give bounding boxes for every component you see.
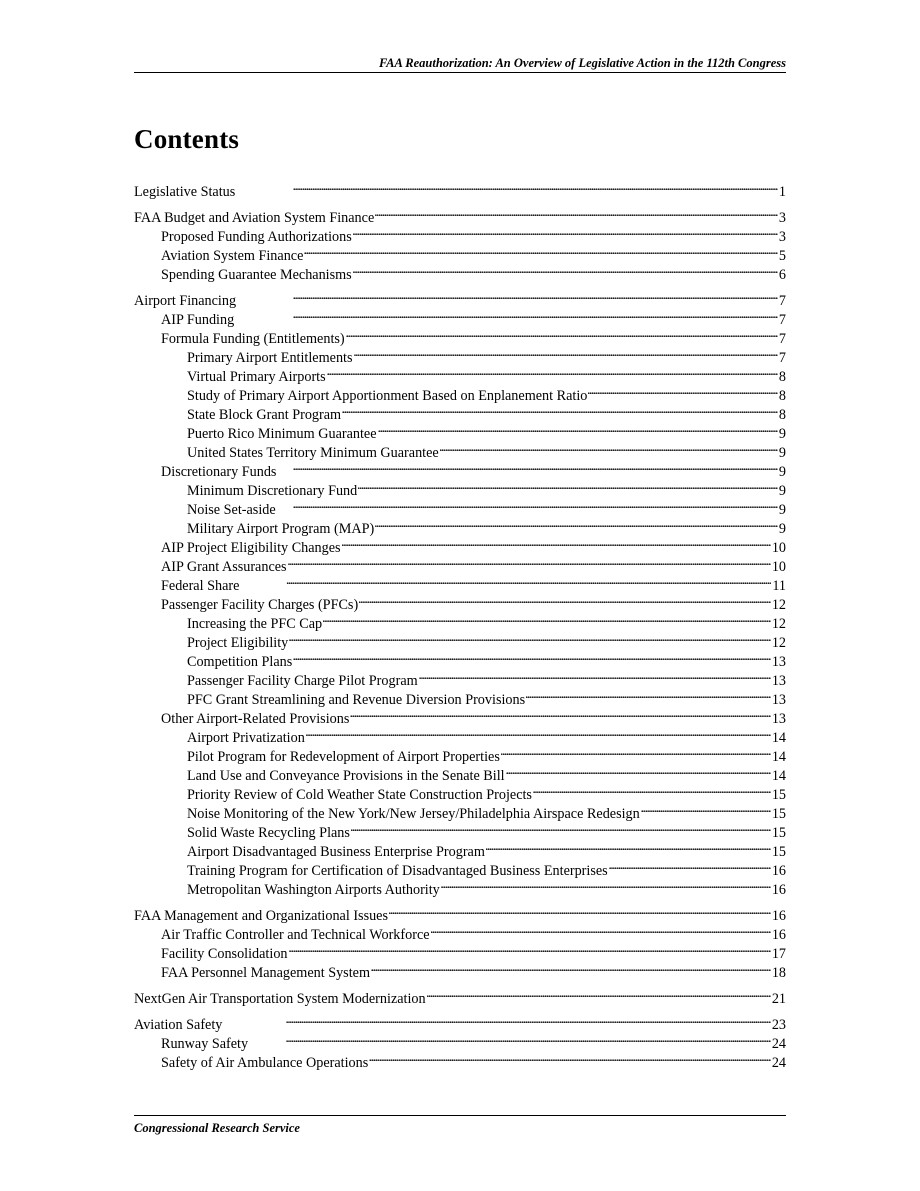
toc-entry-title: Air Traffic Controller and Technical Workforce: [161, 927, 430, 943]
dot-leader: [289, 939, 771, 958]
toc-entry-title: United States Territory Minimum Guarantee: [187, 445, 439, 461]
dot-leader: [306, 723, 771, 742]
toc-entry-title: FAA Personnel Management System: [161, 965, 370, 981]
toc-entry-page: 7: [778, 331, 786, 347]
footer-rule: [134, 1115, 786, 1116]
dot-leader: [223, 1010, 770, 1029]
toc-entry-page: 1: [778, 184, 786, 200]
toc-entry-title: Legislative Status: [134, 184, 236, 200]
dot-leader: [342, 533, 771, 552]
toc-entry-page: 14: [771, 768, 786, 784]
toc-entry-page: 15: [771, 844, 786, 860]
toc-entry-title: Federal Share: [161, 578, 240, 594]
dot-leader: [419, 666, 771, 685]
toc-entry-title: Puerto Rico Minimum Guarantee: [187, 426, 377, 442]
toc-entry-title: Airport Disadvantaged Business Enterprise Program: [187, 844, 485, 860]
toc-entry-title: State Block Grant Program: [187, 407, 342, 423]
toc-entry[interactable]: [134, 1029, 786, 1052]
toc-entry-page: 17: [771, 946, 786, 962]
dot-leader: [440, 438, 778, 457]
dot-leader: [354, 343, 778, 362]
toc-entry-title: Virtual Primary Airports: [187, 369, 326, 385]
dot-leader: [526, 685, 771, 704]
toc-entry-title: Safety of Air Ambulance Operations: [161, 1055, 369, 1071]
dot-leader: [358, 476, 778, 495]
toc-entry-title: Aviation System Finance: [161, 248, 304, 264]
toc-entry-page: 15: [771, 825, 786, 841]
toc-entry-page: 10: [771, 540, 786, 556]
dot-leader: [641, 799, 771, 818]
dot-leader: [588, 381, 778, 400]
toc-entry-page: 7: [778, 350, 786, 366]
footer-text: Congressional Research Service: [134, 1121, 300, 1135]
dot-leader: [304, 241, 778, 260]
dot-leader: [353, 222, 778, 241]
dot-leader: [235, 305, 778, 324]
toc-entry-page: 13: [771, 692, 786, 708]
toc-entry-page: 16: [771, 863, 786, 879]
dot-leader: [369, 1048, 771, 1067]
toc-entry-page: 9: [778, 464, 786, 480]
toc-entry-title: Airport Privatization: [187, 730, 305, 746]
dot-leader: [293, 647, 771, 666]
dot-leader: [378, 419, 778, 438]
toc-entry-title: Spending Guarantee Mechanisms: [161, 267, 352, 283]
toc-entry-page: 8: [778, 369, 786, 385]
toc-entry-page: 8: [778, 388, 786, 404]
toc-entry-title: Formula Funding (Entitlements): [161, 331, 345, 347]
toc-entry-page: 12: [771, 597, 786, 613]
dot-leader: [501, 742, 771, 761]
toc-entry-title: AIP Project Eligibility Changes: [161, 540, 341, 556]
toc-entry[interactable]: [134, 203, 786, 226]
toc-entry-title: FAA Management and Organizational Issues: [134, 908, 389, 924]
toc-entry-title: FAA Budget and Aviation System Finance: [134, 210, 375, 226]
dot-leader: [236, 177, 778, 196]
toc-entry-page: 13: [771, 711, 786, 727]
toc-entry-page: 9: [778, 502, 786, 518]
toc-entry-title: AIP Funding: [161, 312, 235, 328]
toc-entry-page: 7: [778, 293, 786, 309]
toc-entry-page: 23: [771, 1017, 786, 1033]
toc-entry-title: Airport Financing: [134, 293, 237, 309]
dot-leader: [427, 984, 771, 1003]
toc-entry-page: 24: [771, 1055, 786, 1071]
toc-entry-title: Proposed Funding Authorizations: [161, 229, 352, 245]
toc-entry-page: 21: [771, 991, 786, 1007]
toc-entry-title: Discretionary Funds: [161, 464, 277, 480]
toc-entry-page: 11: [772, 578, 786, 594]
toc-entry-title: Study of Primary Airport Apportionment Based on Enplanement Ratio: [187, 388, 588, 404]
toc-entry-title: Competition Plans: [187, 654, 293, 670]
toc-entry-title: Pilot Program for Redevelopment of Airport Properties: [187, 749, 500, 765]
toc-entry-page: 8: [778, 407, 786, 423]
toc-entry-page: 9: [778, 483, 786, 499]
toc-entry-page: 3: [778, 210, 786, 226]
dot-leader: [240, 571, 771, 590]
dot-leader: [389, 901, 771, 920]
toc-entry-title: Primary Airport Entitlements: [187, 350, 353, 366]
toc-entry-page: 13: [771, 673, 786, 689]
dot-leader: [486, 837, 771, 856]
dot-leader: [350, 704, 770, 723]
toc-entry-page: 14: [771, 749, 786, 765]
toc-entry[interactable]: [134, 901, 786, 924]
toc-entry-page: 14: [771, 730, 786, 746]
dot-leader: [249, 1029, 771, 1048]
toc-entry-title: Facility Consolidation: [161, 946, 288, 962]
toc-entry-page: 16: [771, 882, 786, 898]
dot-leader: [375, 203, 778, 222]
toc-entry-title: Metropolitan Washington Airports Authority: [187, 882, 440, 898]
toc-entry[interactable]: [134, 1010, 786, 1033]
toc-entry-page: 9: [778, 426, 786, 442]
dot-leader: [441, 875, 771, 894]
toc-entry-page: 9: [778, 445, 786, 461]
toc-entry-title: Noise Set-aside: [187, 502, 276, 518]
header-rule: [134, 72, 786, 73]
dot-leader: [323, 609, 771, 628]
toc-entry-page: 9: [778, 521, 786, 537]
page-title: Contents: [134, 124, 240, 154]
toc-entry-title: Increasing the PFC Cap: [187, 616, 323, 632]
dot-leader: [346, 324, 778, 343]
table-of-contents: [134, 177, 786, 1071]
toc-entry[interactable]: [134, 984, 786, 1007]
toc-entry-title: Passenger Facility Charge Pilot Program: [187, 673, 418, 689]
toc-entry-page: 7: [778, 312, 786, 328]
toc-entry[interactable]: [134, 177, 786, 200]
dot-leader: [359, 590, 771, 609]
toc-entry-title: Other Airport-Related Provisions: [161, 711, 350, 727]
dot-leader: [375, 514, 778, 533]
toc-entry-page: 5: [778, 248, 786, 264]
toc-entry-page: 12: [771, 616, 786, 632]
dot-leader: [609, 856, 771, 875]
dot-leader: [351, 818, 771, 837]
toc-entry-page: 16: [771, 908, 786, 924]
dot-leader: [289, 628, 771, 647]
toc-entry-title: Minimum Discretionary Fund: [187, 483, 358, 499]
toc-entry-page: 18: [771, 965, 786, 981]
toc-entry-page: 10: [771, 559, 786, 575]
toc-entry[interactable]: [134, 286, 786, 309]
toc-entry-page: 16: [771, 927, 786, 943]
dot-leader: [506, 761, 771, 780]
dot-leader: [353, 260, 778, 279]
toc-entry-page: 6: [778, 267, 786, 283]
running-header: FAA Reauthorization: An Overview of Legislative Action in the 112th Congress: [378, 56, 786, 70]
toc-entry-title: Noise Monitoring of the New York/New Jersey/Philadelphia Airspace Redesign: [187, 806, 640, 822]
toc-entry-title: Project Eligibility: [187, 635, 289, 651]
dot-leader: [431, 920, 771, 939]
dot-leader: [533, 780, 771, 799]
dot-leader: [288, 552, 771, 571]
toc-entry-title: Passenger Facility Charges (PFCs): [161, 597, 359, 613]
dot-leader: [327, 362, 778, 381]
toc-entry-page: 15: [771, 806, 786, 822]
toc-entry-page: 3: [778, 229, 786, 245]
toc-entry-page: 15: [771, 787, 786, 803]
toc-entry-title: AIP Grant Assurances: [161, 559, 287, 575]
toc-entry-title: Military Airport Program (MAP): [187, 521, 375, 537]
dot-leader: [277, 495, 778, 514]
dot-leader: [342, 400, 778, 419]
toc-entry-title: Priority Review of Cold Weather State Construction Projects: [187, 787, 532, 803]
toc-entry-page: 13: [771, 654, 786, 670]
toc-entry-page: 12: [771, 635, 786, 651]
toc-entry-title: NextGen Air Transportation System Modernization: [134, 991, 426, 1007]
toc-entry-title: PFC Grant Streamlining and Revenue Diversion Provisions: [187, 692, 526, 708]
dot-leader: [371, 958, 771, 977]
toc-entry-title: Training Program for Certification of Disadvantaged Business Enterprises: [187, 863, 608, 879]
toc-entry-title: Solid Waste Recycling Plans: [187, 825, 350, 841]
toc-entry-title: Runway Safety: [161, 1036, 249, 1052]
dot-leader: [277, 457, 777, 476]
toc-entry-page: 24: [771, 1036, 786, 1052]
toc-entry-title: Aviation Safety: [134, 1017, 223, 1033]
toc-entry-title: Land Use and Conveyance Provisions in the Senate Bill: [187, 768, 505, 784]
dot-leader: [237, 286, 778, 305]
